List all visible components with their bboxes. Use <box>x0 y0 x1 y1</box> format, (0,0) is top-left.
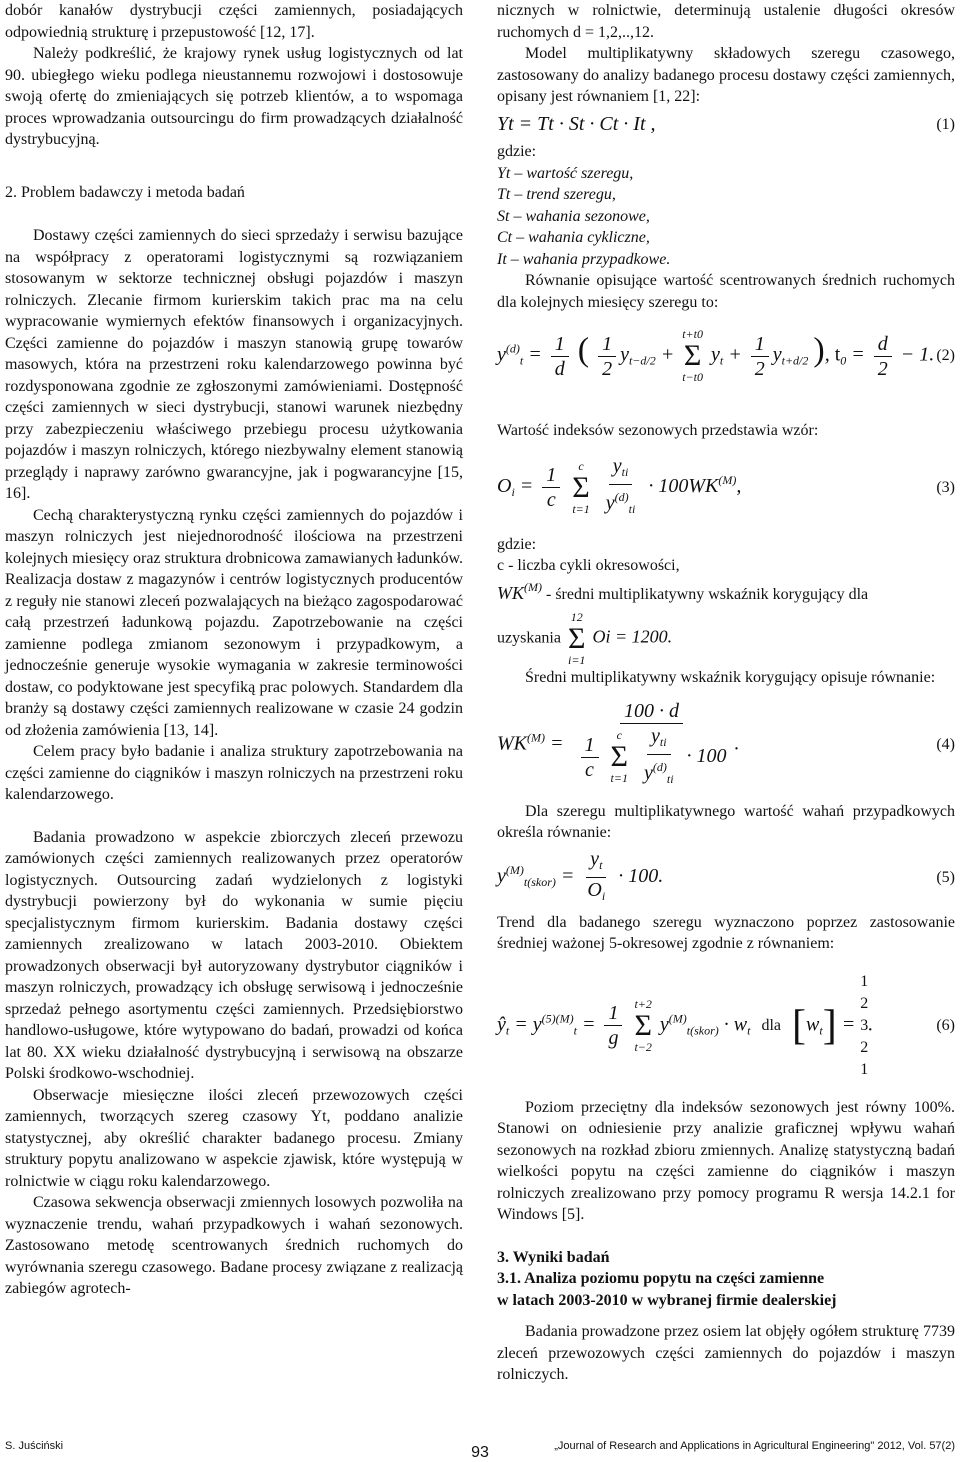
paragraph: Poziom przeciętny dla indeksów sezonowych jest równy 100%. Stanowi on odniesienie przy analizie graficznej wpływu wahań sezonowych na rozkład zbioru zmiennych. Analizę statystyczną badań wielkości popytu na części zamienne do ciągników i maszyn rolniczych zrealizowano przy pomocy programu R wersja 14.2.1 for Windows [5]. <box>497 1098 955 1223</box>
weight-value: 2 <box>860 1038 869 1056</box>
sum-equation: Oi = 1200. <box>592 626 673 647</box>
equation-5-body: $y^{(M)}_{t(skor)}$ = $\frac{y_t}{O_i}$ · 100. <box>497 848 664 903</box>
definition-item: Yt – wartość szeregu, <box>497 164 634 182</box>
page-number: 93 <box>471 1444 489 1461</box>
equation-3 <box>497 448 955 528</box>
uzyskania-label: uzyskania <box>497 629 561 647</box>
subsection-heading-cont: w latach 2003-2010 w wybranej firmie dealerskiej <box>497 1291 837 1309</box>
section-heading: 2. Problem badawczy i metoda badań <box>5 183 245 201</box>
definitions-list <box>497 163 955 271</box>
equation-number: (4) <box>936 735 955 753</box>
paragraph: Dla szeregu multiplikatywnego wartość wahań przypadkowych określa równanie: <box>497 802 955 841</box>
paragraph: Dostawy części zamiennych do sieci sprzedaży i serwisu bazujące na współpracy z operatorami logistycznymi są rozwiązaniem stosowanym w sektorze technicznej obsługi pojazdów i maszyn rolniczych. Zlecanie firmom kurierskim takich prac ma na celu wypracowanie wymiernych efektów finansowych i organizacyjnych. Części zamienne do pojazdów i maszyn stanowią grupę towarów masowych, która na przestrzeni roku kalendarzowego powinna być rozdysponowana zgodnie ze zgłoszonymi zamówieniami. Dostępność części zamiennych w sieci dystrybucji, stanowi warunek niezbędny przy zabezpieczeniu właściwego przebiegu procesu użytkowania pojazdów i maszyn rolniczych, którego niezbywalny element stanowią przeglądy i naprawy zarówno gwarancyjne, jak i pogwarancyjne [15, 16]. <box>5 227 463 502</box>
definition-item: Ct – wahania cykliczne, <box>497 229 650 246</box>
paragraph: nicznych w rolnictwie, determinują ustalenie długości okresów ruchomych d = 1,2,..,12. <box>497 2 955 41</box>
equation-number: (5) <box>936 868 955 886</box>
gdzie-label: gdzie: <box>497 143 537 160</box>
section-heading: 3. Wyniki badań <box>497 1248 610 1266</box>
paragraph: Wartość indeksów sezonowych przedstawia wzór: <box>497 422 819 439</box>
paragraph: Model multiplikatywny składowych szeregu czasowego, zastosowany do analizy badanego procesu dostawy części zamiennych, opisany jest równaniem [1, 22]: <box>497 45 955 105</box>
equation-6-body: $ŷ_t = y^{(5)(M)}_t$ = $\frac{1}{g}$ t+2 Σ t−2 $y^{(M)}_{t(skor)} \cdot w_t$ dla $[w_t]$ = 1 2 3 2 1 . <box>497 971 936 1081</box>
paragraph: Cechą charakterystyczną rynku części zamiennych do pojazdów i maszyn rolniczych jest niejednorodność ilościowa na przestrzeni kolejnych miesięcy oraz struktura drobnicowa zamawianych ładunków. Realizacja dostaw z magazynów i centrów logistycznych producentów z reguły nie stanowi zleceń pozwalających na bieżąco zagospodarować całą przestrzeń ładunkową pojazdu. Zapotrzebowanie na części zamienne podlega zmianom sezonowym i przypadkowym, a jednocześnie generuje wysokie wymagania w zakresie terminowości dostaw, co podyktowane jest specyfiką prac polowych. Standardem dla branży są dostawy części zamiennych realizowane w czasie 24 godzin od złożenia zamówienia [13, 14]. <box>5 506 463 739</box>
paragraph: Badania prowadzone przez osiem lat objęły ogółem strukturę 7739 zleceń przewozowych części zamiennych do pojazdów i maszyn rolniczych. <box>497 1323 955 1383</box>
normalization-line: uzyskania 12 Σ i=1 Oi = 1200. <box>497 610 673 667</box>
definition-text: - średni multiplikatywny wskaźnik korygujący dla <box>546 585 869 603</box>
equation-number: (6) <box>936 1016 955 1034</box>
weights-vector <box>860 971 868 1081</box>
footer-author: S. Juściński <box>5 1440 64 1452</box>
dla-label: dla <box>761 1017 782 1035</box>
equation-6 <box>497 961 955 1091</box>
equation-2-body: $y^{(d)}_t$ = $\frac{1}{d}$ ( $\frac{1}{2}$ $y_{t-d/2}$ + t+t0 Σ t−t0 $y_t$ + $\frac{1}{2}$ $y_{t+d/2}$ ), $t_0$ = $\frac{d}{2}$ − 1. <box>497 327 935 384</box>
equation-1-body: Yt = Tt · St · Ct · It , <box>497 112 656 135</box>
weight-value: 2 <box>860 994 869 1012</box>
weight-value: 3 <box>860 1016 869 1034</box>
weight-value: 1 <box>860 972 869 990</box>
equation-4 <box>497 695 955 795</box>
equation-5 <box>497 850 955 906</box>
paragraph: Równanie opisujące wartość scentrowanych średnich ruchomych dla kolejnych miesięcy szeregu to: <box>497 272 955 311</box>
paragraph: Badania prowadzono w aspekcie zbiorczych zleceń przewozu zamówionych części zamiennych realizowanych przez operatorów logistycznych. Outsourcing zadań wydzielonych z logistyki dystrybucji powierzony był do wykonania w sumie pięciu specjalistycznym firmom kurierskim. Badania dostawy części zamiennych zrealizowano w latach 2003-2010. Obiektem prowadzonych obserwacji był autoryzowany dystrybutor ciągników i maszyn rolniczych, prowadzący ich obsługę serwisową i jednocześnie sprzedaż pełnego asortymentu części zamiennych. Przedsiębiorstwo handlowo-usługowe, które wytypowano do badań, prowadzi od końca lat 80. XX wieku działalność dystrybucyjną i serwisową na obszarze Polski środkowo-wschodniej. <box>5 828 463 1082</box>
paragraph: Należy podkreślić, że krajowy rynek usług logistycznych od lat 90. ubiegłego wieku podlega nieustannemu rozwojowi i dostosowuje swoją ofertę do zmieniających się potrzeb klientów, a to wspomaga proces wprowadzania outsourcingu do firm prowadzących działalność dystrybucyjną. <box>5 45 463 148</box>
paragraph: dobór kanałów dystrybucji części zamiennych, posiadających odpowiednią strukturę i przepustowość [12, 17]. <box>5 2 463 41</box>
left-column <box>5 0 463 1300</box>
equation-number: (3) <box>936 478 955 496</box>
weight-value: 1 <box>860 1060 869 1078</box>
paragraph: Celem pracy było badanie i analiza struktury zapotrzebowania na części zamienne do ciągników i maszyn rolniczych na przestrzeni roku kalendarzowego. <box>5 743 463 803</box>
paragraph: Trend dla badanego szeregu wyznaczono poprzez zastosowanie średniej ważonej 5-okresowej zgodnie z równaniem: <box>497 913 955 952</box>
equation-1 <box>497 114 955 136</box>
footer-journal: „Journal of Research and Applications in Agricultural Engineering" 2012, Vol. 57(2) <box>554 1440 955 1452</box>
equation-2 <box>497 319 955 393</box>
definition-item: St – wahania sezonowe, <box>497 207 650 225</box>
definition-item: It – wahania przypadkowe. <box>497 250 671 268</box>
right-column <box>497 0 955 1386</box>
equation-4-body: $WK^{(M)}$ = 100 · d $\frac{1}{c}$ c Σ t=1 $\frac{y_{ti}}{y^{(d)}_{ti}}$ · 100 . <box>497 699 740 786</box>
equation-number: (2) <box>936 347 955 365</box>
equation-number: (1) <box>936 115 955 133</box>
paragraph: Obserwacje miesięczne ilości zleceń przewozowych części zamiennych, tworzących szereg czasowy Yt, poddano analizie statystycznej, aby określić charakter badanego procesu. Zmiany struktury popytu analizowano w aspekcie zjawisk, które występują w rolnictwie w ciągu roku kalendarzowego. <box>5 1086 463 1190</box>
gdzie-label: gdzie: <box>497 535 537 553</box>
paragraph: Średni multiplikatywny wskaźnik korygujący opisuje równanie: <box>525 669 936 686</box>
equation-3-body: $O_i$ = $\frac{1}{c}$ c Σ t=1 $\frac{y_{ti}}{y^{(d)}_{ti}}$ · $100WK^{(M)}$, <box>497 455 742 516</box>
definition-item: c - liczba cykli okresowości, <box>497 557 680 574</box>
subsection-heading: 3.1. Analiza poziomu popytu na części zamienne <box>497 1270 825 1287</box>
definition-item: $WK^{(M)}$ - średni multiplikatywny wskaźnik korygujący dla <box>497 579 869 603</box>
definition-item: Tt – trend szeregu, <box>497 186 616 203</box>
paragraph: Czasowa sekwencja obserwacji zmiennych losowych pozwoliła na wyznaczenie trendu, wahań przypadkowych i wahań sezonowych. Zastosowano metodę scentrowanych średnich ruchomych do wyrównania szeregu czasowego. Badane procesy związane z realizacją zabiegów agrotech- <box>5 1194 463 1297</box>
